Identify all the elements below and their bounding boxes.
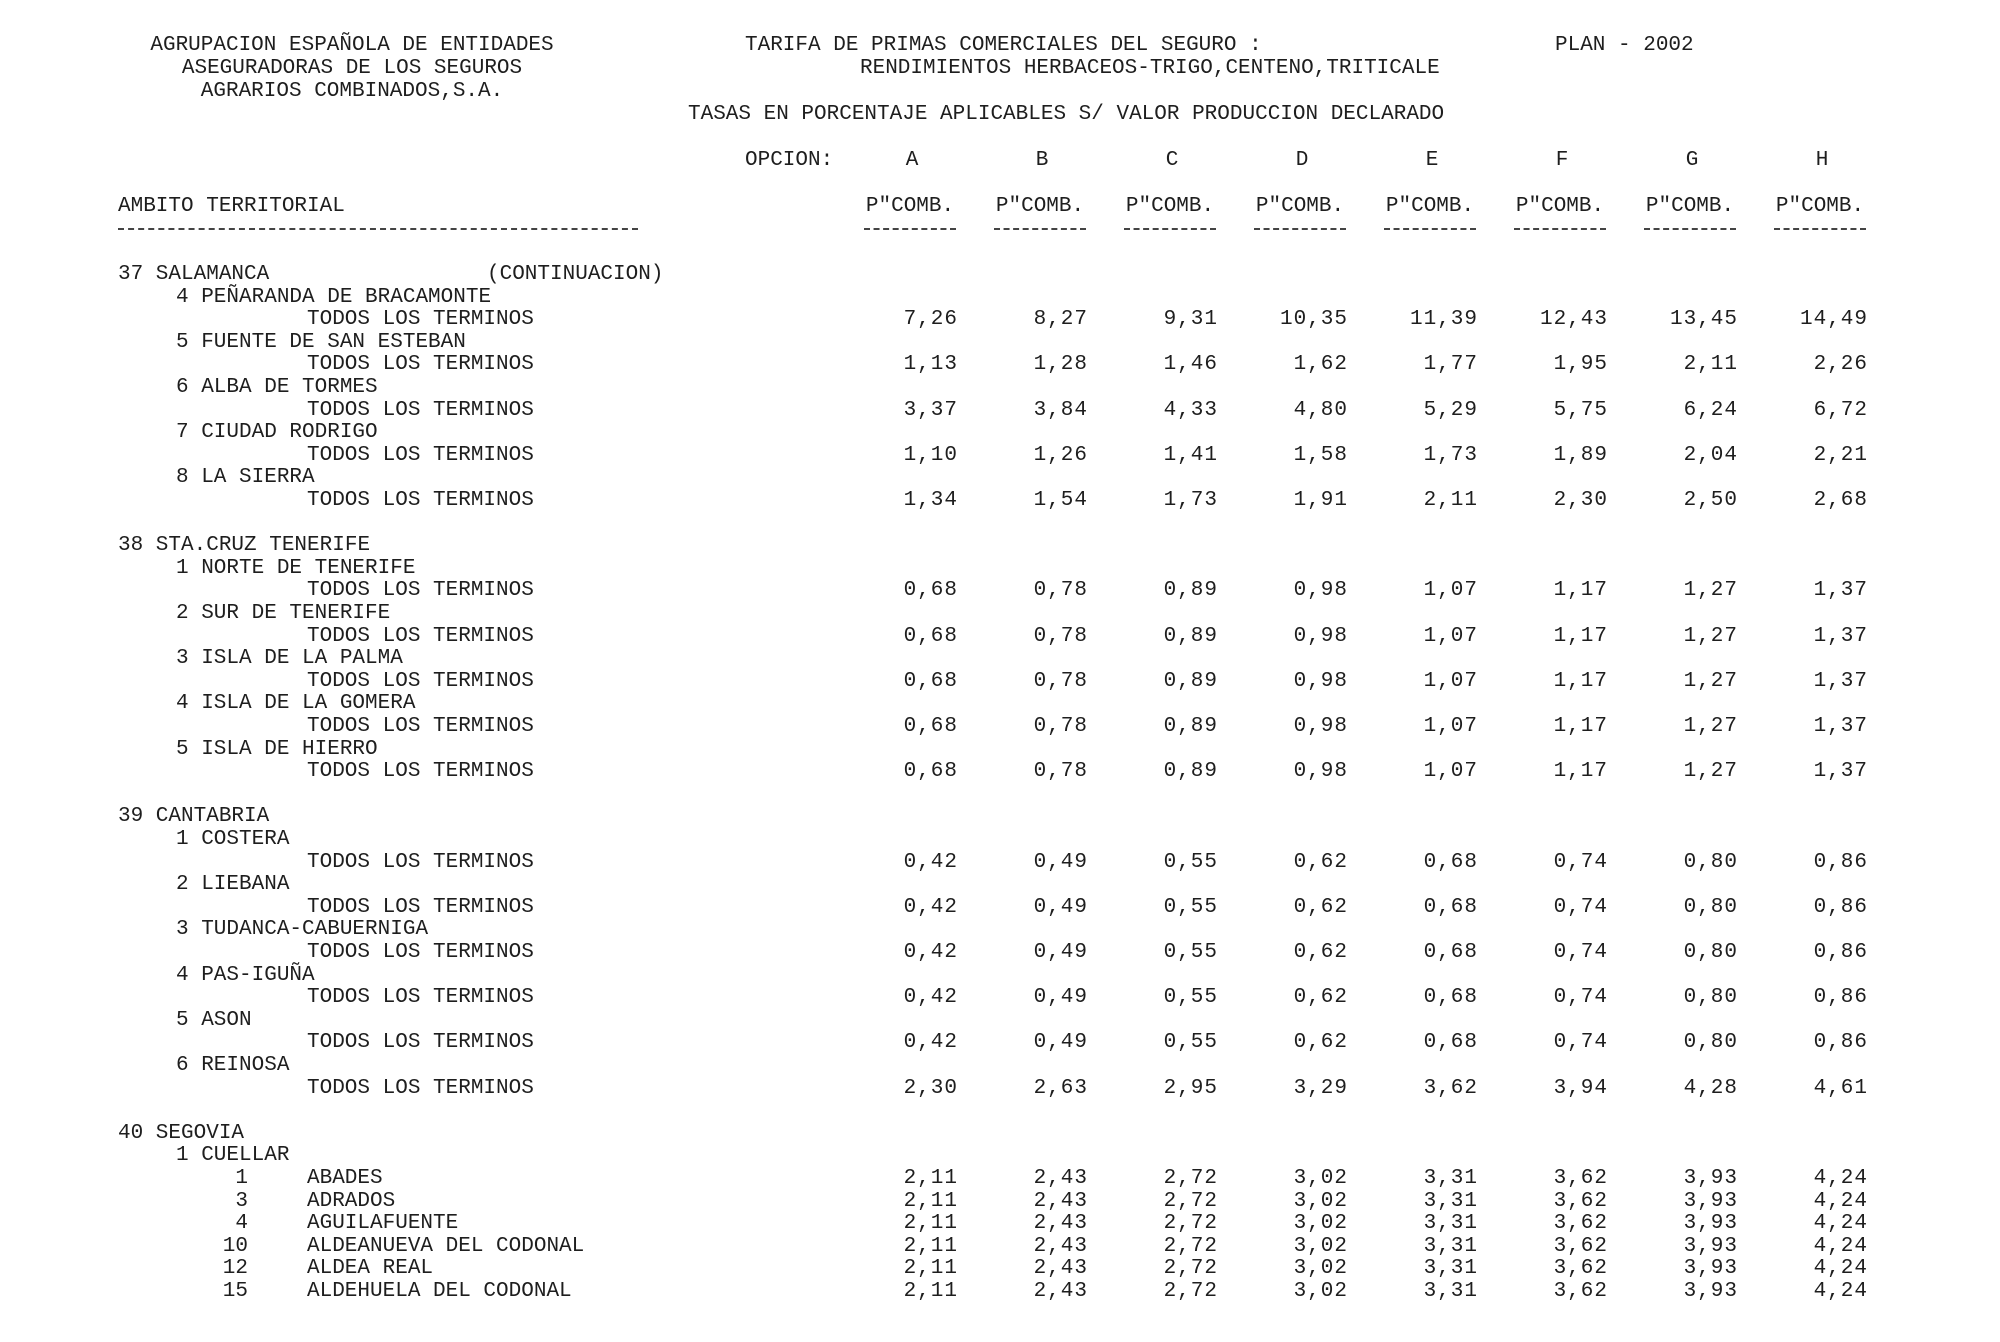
rate-value-c: 1,46: [1163, 353, 1218, 377]
column-underline: [1124, 228, 1216, 230]
rate-value-f: 1,17: [1553, 624, 1608, 648]
row-label: ALDEA REAL: [307, 1257, 434, 1281]
municipality-code: 10: [222, 1234, 248, 1258]
rate-value-c: 2,72: [1163, 1189, 1218, 1213]
rate-value-f: 2,30: [1553, 489, 1608, 512]
rate-value-b: 0,78: [1033, 760, 1088, 784]
rate-value-b: 1,26: [1033, 443, 1088, 467]
rate-value-c: 0,55: [1163, 895, 1218, 919]
rate-value-b: 2,43: [1033, 1189, 1088, 1213]
rate-value-b: 2,43: [1033, 1280, 1088, 1303]
ambito-underline: [118, 228, 638, 230]
rate-value-c: 0,89: [1163, 669, 1218, 693]
rate-value-c: 0,89: [1163, 715, 1218, 738]
rate-value-c: 0,55: [1163, 941, 1218, 964]
rate-value-e: 3,31: [1423, 1234, 1478, 1258]
rate-value-d: 0,62: [1293, 850, 1348, 874]
rate-value-b: 2,43: [1033, 1257, 1088, 1281]
row-label: TODOS LOS TERMINOS: [307, 715, 534, 738]
rate-value-f: 3,62: [1553, 1257, 1608, 1281]
rate-value-h: 4,61: [1813, 1076, 1868, 1100]
rate-value-c: 2,72: [1163, 1212, 1218, 1236]
rate-value-a: 2,11: [903, 1280, 958, 1303]
rate-value-h: 6,72: [1813, 398, 1868, 422]
rate-value-e: 0,68: [1423, 895, 1478, 919]
province-heading: 38 STA.CRUZ TENERIFE: [118, 534, 371, 558]
row-label: TODOS LOS TERMINOS: [307, 489, 534, 512]
row-label: TODOS LOS TERMINOS: [307, 443, 534, 467]
rate-value-d: 0,98: [1293, 669, 1348, 693]
rate-value-e: 0,68: [1423, 850, 1478, 874]
rate-value-h: 14,49: [1799, 308, 1868, 332]
rate-value-g: 3,93: [1683, 1280, 1738, 1303]
rate-value-g: 0,80: [1683, 986, 1738, 1010]
rate-value-g: 2,04: [1683, 443, 1738, 467]
rate-value-b: 2,63: [1033, 1076, 1088, 1100]
rate-value-c: 2,95: [1163, 1076, 1218, 1100]
rate-value-g: 0,80: [1683, 850, 1738, 874]
municipality-code: 3: [235, 1189, 248, 1213]
rate-value-f: 0,74: [1553, 941, 1608, 964]
option-letter-g: G: [1685, 149, 1699, 172]
column-underline: [1774, 228, 1866, 230]
rate-value-g: 1,27: [1683, 760, 1738, 784]
rate-value-e: 1,07: [1423, 760, 1478, 784]
column-underline: [1254, 228, 1346, 230]
rates-subtitle: TASAS EN PORCENTAJE APLICABLES S/ VALOR PRODUCCION DECLARADO: [688, 103, 1445, 126]
rate-value-b: 0,49: [1033, 1031, 1088, 1055]
row-label: TODOS LOS TERMINOS: [307, 353, 534, 377]
rate-value-a: 2,11: [903, 1167, 958, 1190]
rate-value-a: 7,26: [903, 308, 958, 332]
column-underline: [1514, 228, 1606, 230]
comarca-heading: 3 TUDANCA-CABUERNIGA: [176, 918, 429, 942]
rate-value-e: 1,77: [1423, 353, 1478, 377]
rate-value-d: 0,62: [1293, 941, 1348, 964]
row-label: TODOS LOS TERMINOS: [307, 986, 534, 1010]
pcomb-header-f: P"COMB.: [1515, 195, 1605, 218]
rate-value-e: 3,31: [1423, 1189, 1478, 1213]
rate-value-f: 3,94: [1553, 1076, 1608, 1100]
rate-value-b: 3,84: [1033, 398, 1088, 422]
comarca-heading: 5 FUENTE DE SAN ESTEBAN: [176, 330, 466, 354]
rate-value-g: 3,93: [1683, 1212, 1738, 1236]
pcomb-header-h: P"COMB.: [1775, 195, 1865, 218]
rate-value-g: 13,45: [1669, 308, 1738, 332]
rate-value-f: 5,75: [1553, 398, 1608, 422]
rate-value-c: 0,55: [1163, 1031, 1218, 1055]
comarca-heading: 4 ISLA DE LA GOMERA: [176, 692, 416, 716]
rate-value-c: 0,55: [1163, 986, 1218, 1010]
rate-value-d: 10,35: [1279, 308, 1348, 332]
comarca-heading: 7 CIUDAD RODRIGO: [176, 421, 378, 445]
rate-value-e: 3,31: [1423, 1280, 1478, 1303]
option-letter-b: B: [1035, 149, 1049, 172]
rate-value-a: 3,37: [903, 398, 958, 422]
rate-value-d: 0,98: [1293, 715, 1348, 738]
row-label: TODOS LOS TERMINOS: [307, 398, 534, 422]
rate-value-g: 0,80: [1683, 895, 1738, 919]
rate-value-d: 3,02: [1293, 1212, 1348, 1236]
ambito-territorial-heading: AMBITO TERRITORIAL: [118, 195, 345, 218]
comarca-heading: 5 ASON: [176, 1008, 252, 1032]
rate-value-d: 4,80: [1293, 398, 1348, 422]
comarca-heading: 8 LA SIERRA: [176, 466, 315, 490]
rate-value-f: 3,62: [1553, 1167, 1608, 1190]
rate-value-g: 1,27: [1683, 669, 1738, 693]
rate-value-b: 2,43: [1033, 1234, 1088, 1258]
rate-value-e: 1,73: [1423, 443, 1478, 467]
rate-value-d: 1,62: [1293, 353, 1348, 377]
rate-value-b: 0,49: [1033, 850, 1088, 874]
rate-value-a: 0,68: [903, 715, 958, 738]
rate-value-d: 0,98: [1293, 579, 1348, 603]
rate-value-a: 0,68: [903, 669, 958, 693]
rate-value-d: 0,98: [1293, 760, 1348, 784]
rate-value-c: 2,72: [1163, 1280, 1218, 1303]
rate-value-e: 0,68: [1423, 986, 1478, 1010]
option-letter-e: E: [1425, 149, 1439, 172]
rate-value-b: 8,27: [1033, 308, 1088, 332]
pcomb-header-e: P"COMB.: [1385, 195, 1475, 218]
opcion-label: OPCION:: [745, 149, 834, 172]
rate-value-g: 3,93: [1683, 1234, 1738, 1258]
rate-value-d: 0,62: [1293, 986, 1348, 1010]
rate-value-h: 4,24: [1813, 1234, 1868, 1258]
pcomb-header-d: P"COMB.: [1255, 195, 1345, 218]
rate-value-e: 1,07: [1423, 579, 1478, 603]
option-letter-a: A: [905, 149, 919, 172]
pcomb-header-b: P"COMB.: [995, 195, 1085, 218]
rate-value-a: 0,42: [903, 1031, 958, 1055]
pcomb-header-c: P"COMB.: [1125, 195, 1215, 218]
rate-value-c: 2,72: [1163, 1257, 1218, 1281]
rate-value-f: 1,17: [1553, 760, 1608, 784]
rate-value-f: 1,17: [1553, 669, 1608, 693]
rate-value-h: 2,21: [1813, 443, 1868, 467]
rate-value-c: 2,72: [1163, 1234, 1218, 1258]
option-letter-d: D: [1295, 149, 1309, 172]
comarca-heading: 6 ALBA DE TORMES: [176, 376, 378, 399]
rate-value-e: 0,68: [1423, 1031, 1478, 1055]
rate-value-f: 0,74: [1553, 895, 1608, 919]
org-name-line-2: ASEGURADORAS DE LOS SEGUROS: [181, 57, 523, 80]
municipality-code: 4: [235, 1212, 248, 1236]
rate-value-c: 0,89: [1163, 579, 1218, 603]
rate-value-f: 3,62: [1553, 1280, 1608, 1303]
rate-value-a: 0,42: [903, 986, 958, 1010]
rate-value-b: 0,78: [1033, 579, 1088, 603]
option-letter-f: F: [1555, 149, 1569, 172]
rate-value-d: 3,02: [1293, 1167, 1348, 1190]
rate-value-c: 0,89: [1163, 760, 1218, 784]
row-label: TODOS LOS TERMINOS: [307, 308, 534, 332]
option-letter-c: C: [1165, 149, 1179, 172]
rate-value-g: 1,27: [1683, 624, 1738, 648]
row-label: ALDEHUELA DEL CODONAL: [307, 1280, 572, 1303]
row-label: ADRADOS: [307, 1189, 396, 1213]
comarca-heading: 3 ISLA DE LA PALMA: [176, 647, 403, 671]
rate-value-b: 2,43: [1033, 1167, 1088, 1190]
comarca-heading: 2 LIEBANA: [176, 873, 290, 897]
row-label: TODOS LOS TERMINOS: [307, 760, 534, 784]
rate-value-g: 3,93: [1683, 1167, 1738, 1190]
comarca-heading: 6 REINOSA: [176, 1054, 290, 1077]
rate-value-h: 4,24: [1813, 1257, 1868, 1281]
comarca-heading: 4 PAS-IGUÑA: [176, 963, 315, 987]
rate-value-a: 0,42: [903, 941, 958, 964]
rate-value-a: 0,68: [903, 760, 958, 784]
rate-value-d: 0,62: [1293, 1031, 1348, 1055]
rate-value-a: 2,11: [903, 1257, 958, 1281]
org-name-line-3: AGRARIOS COMBINADOS,S.A.: [200, 80, 504, 103]
option-letter-h: H: [1815, 149, 1829, 172]
rate-value-b: 0,49: [1033, 986, 1088, 1010]
rate-value-d: 1,91: [1293, 489, 1348, 512]
rate-value-h: 4,24: [1813, 1167, 1868, 1190]
rate-value-e: 3,31: [1423, 1167, 1478, 1190]
rate-value-h: 0,86: [1813, 895, 1868, 919]
rate-value-a: 1,10: [903, 443, 958, 467]
rate-value-b: 0,78: [1033, 624, 1088, 648]
rate-value-a: 0,42: [903, 895, 958, 919]
municipality-code: 15: [222, 1280, 248, 1303]
row-label: TODOS LOS TERMINOS: [307, 1076, 534, 1100]
rate-value-e: 3,31: [1423, 1212, 1478, 1236]
rate-value-a: 1,34: [903, 489, 958, 512]
rate-value-h: 1,37: [1813, 669, 1868, 693]
column-underline: [864, 228, 956, 230]
rate-value-f: 1,89: [1553, 443, 1608, 467]
rate-value-g: 4,28: [1683, 1076, 1738, 1100]
rate-value-c: 1,41: [1163, 443, 1218, 467]
rate-value-h: 1,37: [1813, 760, 1868, 784]
comarca-heading: 2 SUR DE TENERIFE: [176, 602, 391, 625]
comarca-heading: 1 NORTE DE TENERIFE: [176, 556, 416, 580]
row-label: ABADES: [307, 1167, 383, 1190]
rate-value-c: 0,89: [1163, 624, 1218, 648]
rate-value-f: 0,74: [1553, 986, 1608, 1010]
rate-value-h: 0,86: [1813, 986, 1868, 1010]
rate-value-f: 3,62: [1553, 1212, 1608, 1236]
rate-value-b: 1,54: [1033, 489, 1088, 512]
rate-value-h: 1,37: [1813, 624, 1868, 648]
column-underline: [1644, 228, 1736, 230]
rate-value-e: 5,29: [1423, 398, 1478, 422]
rate-value-a: 2,30: [903, 1076, 958, 1100]
rate-value-g: 1,27: [1683, 715, 1738, 738]
rate-value-g: 3,93: [1683, 1189, 1738, 1213]
rate-value-b: 1,28: [1033, 353, 1088, 377]
rate-value-b: 0,78: [1033, 715, 1088, 738]
rate-value-a: 1,13: [903, 353, 958, 377]
column-underline: [994, 228, 1086, 230]
row-label: ALDEANUEVA DEL CODONAL: [307, 1234, 585, 1258]
row-label: TODOS LOS TERMINOS: [307, 895, 534, 919]
rate-value-c: 2,72: [1163, 1167, 1218, 1190]
rate-value-f: 1,17: [1553, 579, 1608, 603]
rate-value-f: 1,95: [1553, 353, 1608, 377]
row-label: TODOS LOS TERMINOS: [307, 624, 534, 648]
rate-value-h: 0,86: [1813, 1031, 1868, 1055]
rate-value-c: 4,33: [1163, 398, 1218, 422]
rate-value-c: 9,31: [1163, 308, 1218, 332]
rate-value-a: 0,42: [903, 850, 958, 874]
rate-value-g: 3,93: [1683, 1257, 1738, 1281]
row-label: TODOS LOS TERMINOS: [307, 941, 534, 964]
rate-value-h: 4,24: [1813, 1212, 1868, 1236]
rate-value-g: 0,80: [1683, 941, 1738, 964]
province-heading: 37 SALAMANCA: [118, 263, 270, 286]
province-heading: 39 CANTABRIA: [118, 805, 270, 829]
column-underline: [1384, 228, 1476, 230]
rate-value-h: 1,37: [1813, 715, 1868, 738]
rate-value-a: 0,68: [903, 624, 958, 648]
row-label: TODOS LOS TERMINOS: [307, 669, 534, 693]
rate-value-b: 0,49: [1033, 895, 1088, 919]
rate-value-d: 1,58: [1293, 443, 1348, 467]
pcomb-header-a: P"COMB.: [865, 195, 955, 218]
rate-value-d: 3,02: [1293, 1234, 1348, 1258]
rate-value-e: 2,11: [1423, 489, 1478, 512]
rate-value-c: 0,55: [1163, 850, 1218, 874]
row-label: TODOS LOS TERMINOS: [307, 1031, 534, 1055]
rate-value-a: 2,11: [903, 1212, 958, 1236]
tariff-title: TARIFA DE PRIMAS COMERCIALES DEL SEGURO :: [745, 34, 1262, 57]
municipality-code: 1: [235, 1167, 248, 1190]
rate-value-e: 1,07: [1423, 715, 1478, 738]
rate-value-e: 1,07: [1423, 624, 1478, 648]
rate-value-h: 4,24: [1813, 1280, 1868, 1303]
rate-value-e: 0,68: [1423, 941, 1478, 964]
rate-value-f: 3,62: [1553, 1234, 1608, 1258]
rate-value-h: 2,68: [1813, 489, 1868, 512]
rate-value-h: 1,37: [1813, 579, 1868, 603]
rate-value-h: 4,24: [1813, 1189, 1868, 1213]
rate-value-f: 3,62: [1553, 1189, 1608, 1213]
rate-value-f: 12,43: [1539, 308, 1608, 332]
pcomb-header-g: P"COMB.: [1645, 195, 1735, 218]
row-label: TODOS LOS TERMINOS: [307, 579, 534, 603]
tariff-subject: RENDIMIENTOS HERBACEOS-TRIGO,CENTENO,TRITICALE: [860, 57, 1440, 80]
rate-value-e: 3,62: [1423, 1076, 1478, 1100]
rate-value-f: 0,74: [1553, 1031, 1608, 1055]
rate-value-g: 2,11: [1683, 353, 1738, 377]
rate-value-a: 2,11: [903, 1234, 958, 1258]
rate-value-b: 0,49: [1033, 941, 1088, 964]
rate-value-g: 1,27: [1683, 579, 1738, 603]
rate-value-f: 1,17: [1553, 715, 1608, 738]
rate-value-d: 0,98: [1293, 624, 1348, 648]
rate-value-h: 2,26: [1813, 353, 1868, 377]
continuation-note: (CONTINUACION): [487, 263, 664, 286]
rate-value-e: 3,31: [1423, 1257, 1478, 1281]
comarca-heading: 1 CUELLAR: [176, 1144, 290, 1168]
rate-value-e: 11,39: [1409, 308, 1478, 332]
rate-value-d: 3,29: [1293, 1076, 1348, 1100]
rate-value-d: 3,02: [1293, 1189, 1348, 1213]
rate-value-d: 3,02: [1293, 1257, 1348, 1281]
rate-value-d: 3,02: [1293, 1280, 1348, 1303]
municipality-code: 12: [222, 1257, 248, 1281]
rate-value-f: 0,74: [1553, 850, 1608, 874]
row-label: AGUILAFUENTE: [307, 1212, 459, 1236]
rate-value-b: 0,78: [1033, 669, 1088, 693]
plan-label: PLAN - 2002: [1555, 34, 1694, 57]
rate-value-h: 0,86: [1813, 850, 1868, 874]
org-name-line-1: AGRUPACION ESPAÑOLA DE ENTIDADES: [150, 34, 554, 57]
row-label: TODOS LOS TERMINOS: [307, 850, 534, 874]
rate-value-c: 1,73: [1163, 489, 1218, 512]
rate-value-b: 2,43: [1033, 1212, 1088, 1236]
rate-value-h: 0,86: [1813, 941, 1868, 964]
comarca-heading: 5 ISLA DE HIERRO: [176, 737, 378, 761]
comarca-heading: 1 COSTERA: [176, 828, 290, 851]
rate-value-d: 0,62: [1293, 895, 1348, 919]
rate-value-a: 0,68: [903, 579, 958, 603]
rate-value-g: 0,80: [1683, 1031, 1738, 1055]
comarca-heading: 4 PEÑARANDA DE BRACAMONTE: [176, 285, 492, 309]
province-heading: 40 SEGOVIA: [118, 1121, 245, 1145]
rate-value-g: 6,24: [1683, 398, 1738, 422]
rate-value-a: 2,11: [903, 1189, 958, 1213]
rate-value-g: 2,50: [1683, 489, 1738, 512]
rate-value-e: 1,07: [1423, 669, 1478, 693]
